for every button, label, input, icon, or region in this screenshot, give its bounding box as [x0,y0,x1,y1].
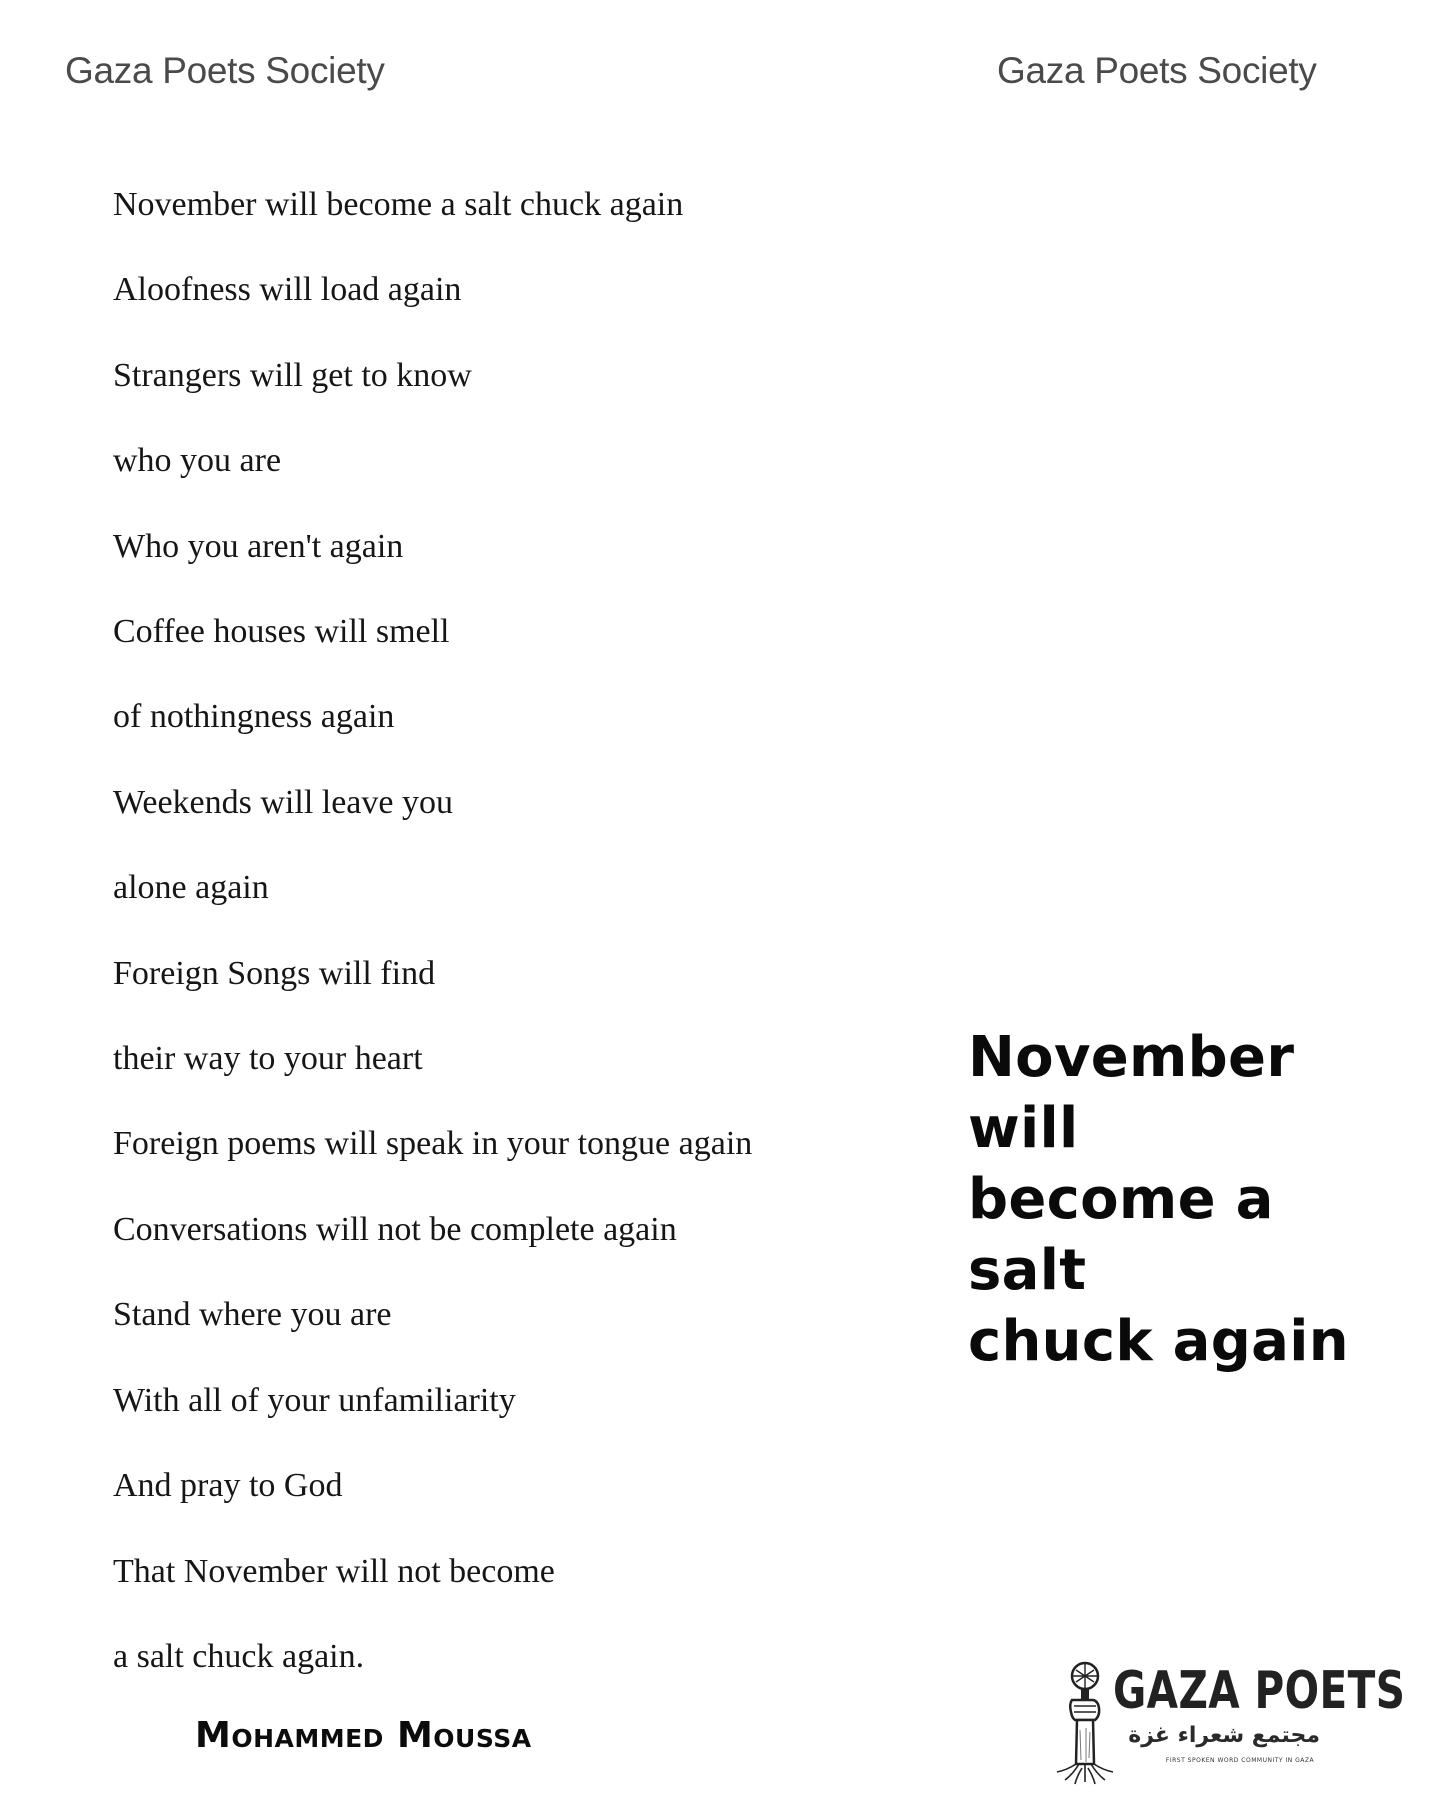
poem-line: Foreign Songs will find [113,954,436,992]
poem-line: Who you aren't again [113,527,404,565]
poem-line: November will become a salt chuck again [113,186,684,223]
poem-line: Coffee houses will smell [113,613,450,651]
poem-line: alone again [113,869,269,907]
poem-line: Aloofness will load again [113,271,462,309]
poem-body [113,162,893,1699]
poem-line: Stand where you are [113,1296,392,1334]
poem-line: of nothingness again [113,698,395,736]
poem-line: who you are [113,442,282,480]
poem-line: Foreign poems will speak in your tongue again [113,1125,753,1163]
microphone-hand-icon [1055,1660,1115,1785]
poem-author: Mohammed Moussa [195,1715,532,1756]
header-title-left: Gaza Poets Society [65,50,385,91]
logo-title: GAZA POETS [1113,1661,1406,1721]
pull-quote [968,1022,1388,1377]
gaza-poets-logo [1055,1660,1406,1785]
logo-arabic-title: مجتمع شعراء غزة [1128,1723,1320,1748]
poem-line: With all of your unfamiliarity [113,1381,516,1419]
poem-line: Conversations will not be complete again [113,1210,677,1248]
logo-tagline: FIRST SPOKEN WORD COMMUNITY IN GAZA [1165,1757,1315,1764]
poem-line: a salt chuck again. [113,1637,365,1675]
poem-line: That November will not become [113,1552,555,1590]
poem-line: And pray to God [113,1467,343,1505]
pull-quote-line: November will [968,1025,1295,1161]
pull-quote-line: chuck again [968,1309,1349,1374]
poem-line: Weekends will leave you [113,783,453,821]
poem-line: their way to your heart [113,1040,423,1078]
header-title-right: Gaza Poets Society [997,50,1317,91]
poem-line: Strangers will get to know [113,356,472,394]
pull-quote-line: become a salt [968,1167,1274,1303]
